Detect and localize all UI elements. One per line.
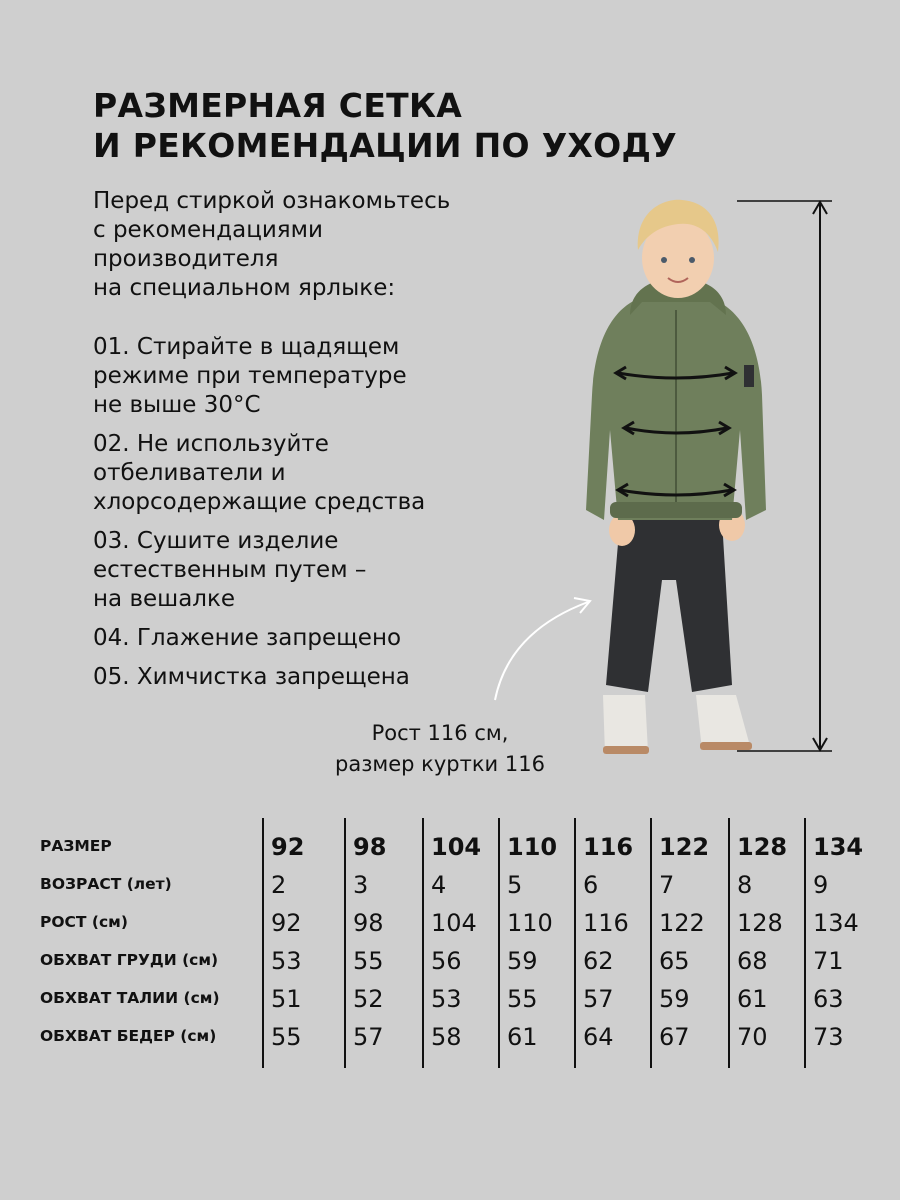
intro-line-3: производителя <box>93 246 279 272</box>
cell-age: 9 <box>813 871 829 899</box>
care-item-2-line-2: отбеливатели и <box>93 460 286 486</box>
cell-waist: 55 <box>507 985 538 1013</box>
cell-hips: 64 <box>583 1023 614 1051</box>
size-table-row-labels <box>40 828 265 1056</box>
care-item-3-line-3: на вешалке <box>93 586 236 612</box>
cell-chest: 56 <box>431 947 462 975</box>
cell-chest: 53 <box>271 947 302 975</box>
care-item-3-line-2: естественным путем – <box>93 557 367 583</box>
page-title <box>93 86 733 166</box>
pants-shape <box>606 520 732 692</box>
row-label-age: ВОЗРАСТ (лет) <box>40 875 172 893</box>
cell-chest: 68 <box>737 947 768 975</box>
cell-chest: 59 <box>507 947 538 975</box>
cell-waist: 57 <box>583 985 614 1013</box>
cell-size: 92 <box>271 833 305 861</box>
cell-size: 116 <box>583 833 634 861</box>
care-item-2-line-1: 02. Не используйте <box>93 431 329 457</box>
cell-hips: 55 <box>271 1023 302 1051</box>
jacket-waistband <box>610 502 742 518</box>
care-item-5-line-1: 05. Химчистка запрещена <box>93 664 410 690</box>
cell-size: 110 <box>507 833 558 861</box>
row-label-waist: ОБХВАТ ТАЛИИ (см) <box>40 989 220 1007</box>
cell-height: 128 <box>737 909 783 937</box>
cell-height: 122 <box>659 909 705 937</box>
pointer-arrow-curve <box>495 602 588 700</box>
cell-size: 98 <box>353 833 387 861</box>
title-line-2: И РЕКОМЕНДАЦИИ ПО УХОДУ <box>93 126 677 165</box>
cell-height: 92 <box>271 909 302 937</box>
cell-age: 7 <box>659 871 675 899</box>
left-eye <box>661 257 667 263</box>
cell-age: 8 <box>737 871 753 899</box>
cell-height: 98 <box>353 909 384 937</box>
cell-size: 122 <box>659 833 710 861</box>
row-label-chest: ОБХВАТ ГРУДИ (см) <box>40 951 219 969</box>
size-column-134 <box>804 818 880 1068</box>
care-item-3-line-1: 03. Сушите изделие <box>93 528 339 554</box>
cell-hips: 70 <box>737 1023 768 1051</box>
cell-hips: 61 <box>507 1023 538 1051</box>
cell-chest: 71 <box>813 947 844 975</box>
size-column-116 <box>574 818 650 1068</box>
cell-age: 4 <box>431 871 447 899</box>
cell-hips: 57 <box>353 1023 384 1051</box>
size-column-110 <box>498 818 574 1068</box>
size-column-128 <box>728 818 804 1068</box>
row-label-height: РОСТ (см) <box>40 913 128 931</box>
intro-line-1: Перед стиркой ознакомьтесь <box>93 188 451 214</box>
cell-age: 5 <box>507 871 523 899</box>
cell-age: 3 <box>353 871 369 899</box>
right-shoe-sole <box>700 742 752 750</box>
cell-size: 128 <box>737 833 788 861</box>
model-caption <box>260 718 620 780</box>
caption-line-1: Рост 116 см, <box>371 721 509 745</box>
cell-hips: 73 <box>813 1023 844 1051</box>
cell-size: 104 <box>431 833 482 861</box>
row-label-size: РАЗМЕР <box>40 837 112 855</box>
cell-waist: 61 <box>737 985 768 1013</box>
cell-chest: 62 <box>583 947 614 975</box>
intro-line-2: с рекомендациями <box>93 217 323 243</box>
model-figure <box>470 180 870 780</box>
cell-waist: 51 <box>271 985 302 1013</box>
cell-height: 116 <box>583 909 629 937</box>
care-item-1-line-2: режиме при температуре <box>93 363 407 389</box>
cell-age: 2 <box>271 871 287 899</box>
cell-chest: 65 <box>659 947 690 975</box>
size-column-104 <box>422 818 498 1068</box>
row-label-hips: ОБХВАТ БЕДЕР (см) <box>40 1027 217 1045</box>
cell-waist: 59 <box>659 985 690 1013</box>
pointer-arrow-head <box>574 598 590 613</box>
cell-size: 134 <box>813 833 864 861</box>
care-item-2-line-3: хлорсодержащие средства <box>93 489 426 515</box>
care-item-1-line-1: 01. Стирайте в щадящем <box>93 334 400 360</box>
care-item-1-line-3: не выше 30°С <box>93 392 261 418</box>
cell-height: 134 <box>813 909 859 937</box>
size-column-98 <box>344 818 422 1068</box>
size-table <box>40 818 880 1068</box>
jacket-patch <box>744 365 754 387</box>
title-line-1: РАЗМЕРНАЯ СЕТКА <box>93 86 463 125</box>
cell-hips: 67 <box>659 1023 690 1051</box>
cell-waist: 53 <box>431 985 462 1013</box>
right-shoe <box>696 695 750 750</box>
intro-line-4: на специальном ярлыке: <box>93 275 396 301</box>
cell-hips: 58 <box>431 1023 462 1051</box>
size-column-92 <box>262 818 344 1068</box>
model-illustration <box>470 180 870 780</box>
cell-waist: 63 <box>813 985 844 1013</box>
cell-height: 110 <box>507 909 553 937</box>
cell-chest: 55 <box>353 947 384 975</box>
cell-waist: 52 <box>353 985 384 1013</box>
cell-height: 104 <box>431 909 477 937</box>
right-eye <box>689 257 695 263</box>
caption-line-2: размер куртки 116 <box>335 752 545 776</box>
size-column-122 <box>650 818 728 1068</box>
cell-age: 6 <box>583 871 599 899</box>
care-item-4-line-1: 04. Глажение запрещено <box>93 625 402 651</box>
